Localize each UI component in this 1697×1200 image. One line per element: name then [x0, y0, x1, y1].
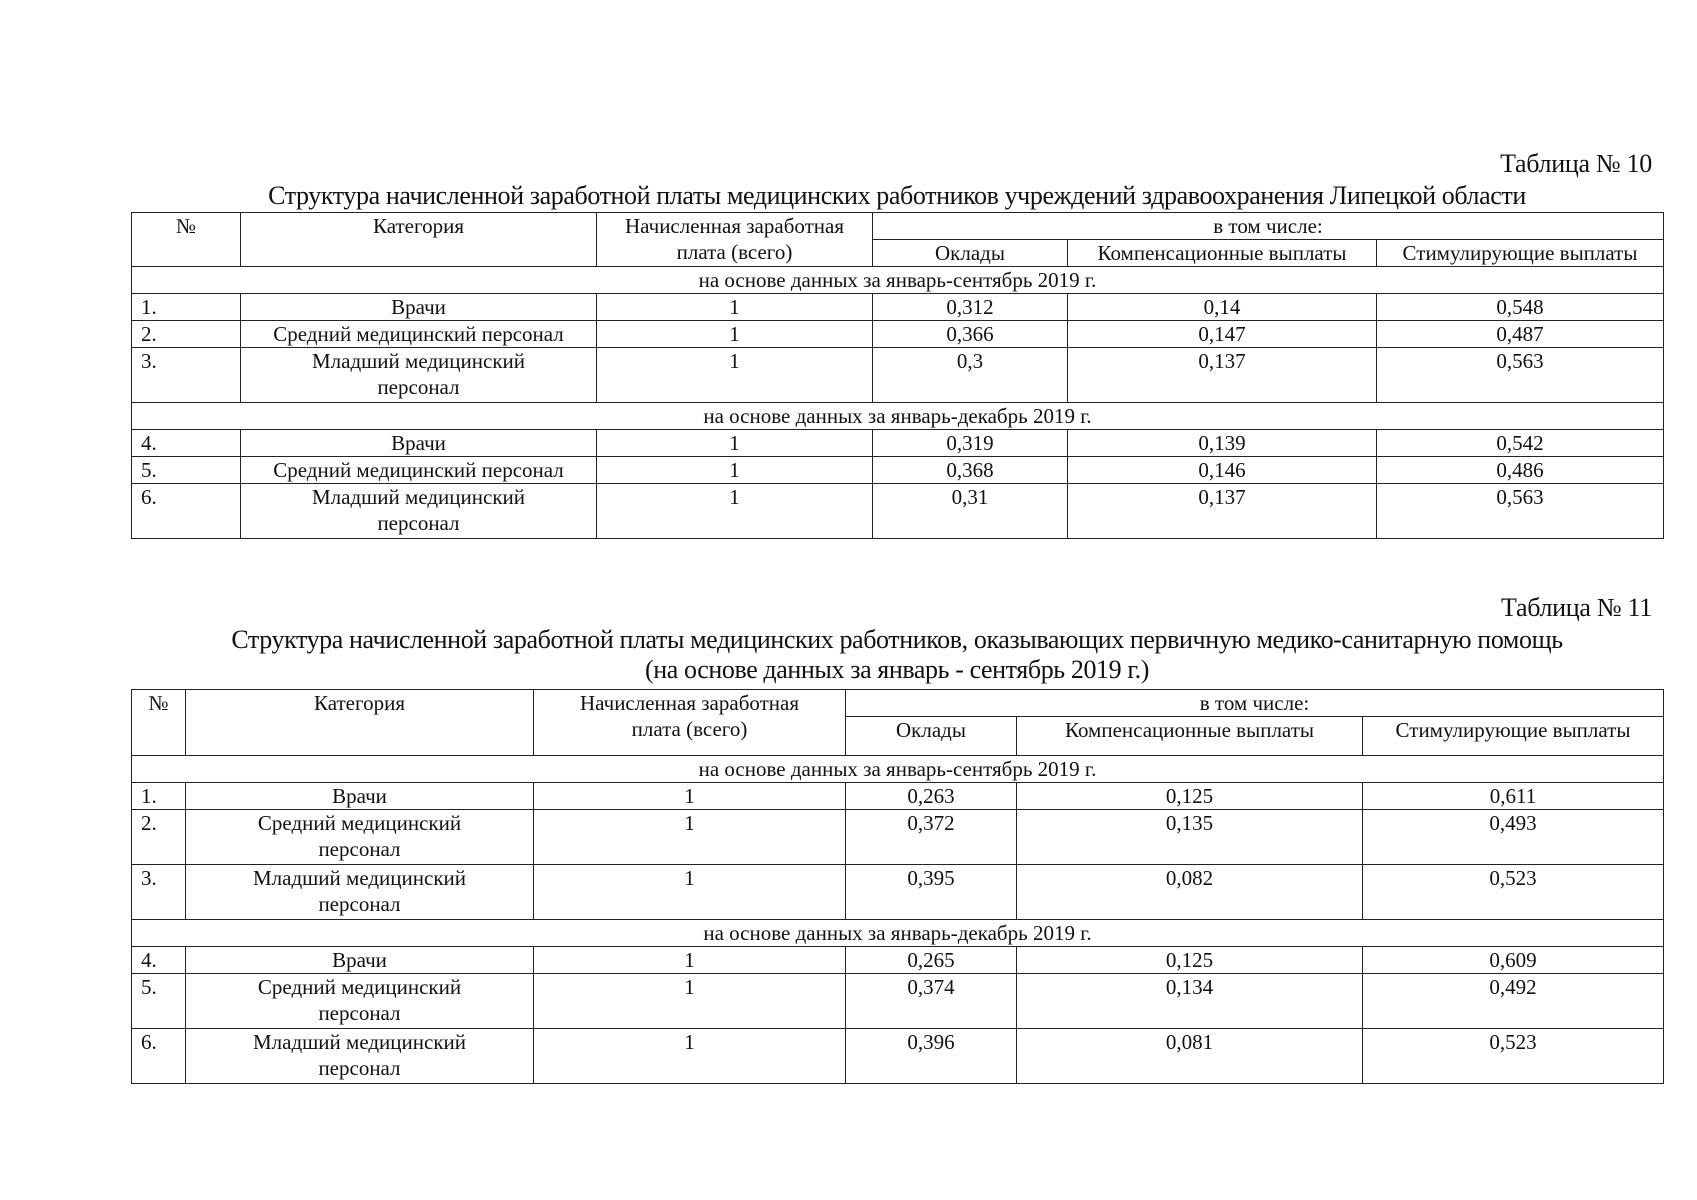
row-category-line: Младший медицинский	[311, 349, 526, 373]
row-no: 5.	[132, 974, 186, 1029]
table-row	[132, 1029, 1664, 1084]
row-category-line: персонал	[318, 892, 401, 916]
row-salaries: 0,374	[846, 974, 1017, 1029]
row-category	[241, 348, 597, 403]
row-category	[241, 484, 597, 539]
table-row	[132, 348, 1664, 403]
row-compensation: 0,14	[1068, 294, 1377, 321]
header-total-line: Начисленная заработная	[579, 691, 799, 715]
row-category-line: Средний медицинский	[257, 811, 462, 835]
row-incentive: 0,542	[1377, 430, 1664, 457]
row-incentive: 0,523	[1363, 865, 1664, 920]
table-10-title: Структура начисленной заработной платы медицинских работников учреждений здравоохранения Липецкой области	[268, 181, 1526, 210]
row-salaries: 0,31	[873, 484, 1068, 539]
row-category-line: персонал	[318, 1001, 401, 1025]
row-total: 1	[534, 810, 846, 865]
row-total: 1	[597, 321, 873, 348]
row-salaries: 0,312	[873, 294, 1068, 321]
section-period: на основе данных за январь-сентябрь 2019 г.	[132, 756, 1664, 783]
row-incentive: 0,486	[1377, 457, 1664, 484]
row-incentive: 0,493	[1363, 810, 1664, 865]
header-compensation: Компенсационные выплаты	[1017, 717, 1363, 756]
row-incentive: 0,609	[1363, 947, 1664, 974]
section-period: на основе данных за январь-декабрь 2019 г.	[132, 920, 1664, 947]
row-total: 1	[597, 348, 873, 403]
row-compensation: 0,125	[1017, 947, 1363, 974]
row-incentive: 0,611	[1363, 783, 1664, 810]
row-total: 1	[534, 783, 846, 810]
row-no: 5.	[132, 457, 241, 484]
table-11	[131, 689, 1664, 1084]
header-category: Категория	[186, 690, 534, 756]
header-category: Категория	[241, 213, 597, 267]
row-category-line: Младший медицинский	[311, 485, 526, 509]
row-incentive: 0,492	[1363, 974, 1664, 1029]
row-compensation: 0,146	[1068, 457, 1377, 484]
row-total: 1	[534, 865, 846, 920]
row-compensation: 0,139	[1068, 430, 1377, 457]
row-compensation: 0,081	[1017, 1029, 1363, 1084]
row-compensation: 0,135	[1017, 810, 1363, 865]
row-category-line: Младший медицинский	[252, 1030, 467, 1054]
header-salaries: Оклады	[873, 240, 1068, 267]
table-row	[132, 783, 1664, 810]
row-compensation: 0,134	[1017, 974, 1363, 1029]
row-category-line: персонал	[318, 837, 401, 861]
header-salaries: Оклады	[846, 717, 1017, 756]
table-row	[132, 810, 1664, 865]
row-category-line: Младший медицинский	[252, 866, 467, 890]
row-no: 6.	[132, 484, 241, 539]
row-incentive: 0,563	[1377, 348, 1664, 403]
table-row	[132, 321, 1664, 348]
row-no: 1.	[132, 783, 186, 810]
row-category	[186, 1029, 534, 1084]
table-row	[132, 294, 1664, 321]
header-no: №	[132, 690, 186, 756]
table-row	[132, 484, 1664, 539]
header-total	[597, 213, 873, 267]
row-category: Врачи	[241, 294, 597, 321]
row-total: 1	[534, 947, 846, 974]
header-total-line: плата (всего)	[631, 717, 748, 741]
row-no: 1.	[132, 294, 241, 321]
row-no: 6.	[132, 1029, 186, 1084]
row-category-line: персонал	[377, 375, 460, 399]
row-no: 3.	[132, 865, 186, 920]
header-total	[534, 690, 846, 756]
table-11-title-line: Структура начисленной заработной платы медицинских работников, оказывающих первичную медико-санитарную помощь	[231, 625, 1563, 654]
row-category	[186, 974, 534, 1029]
row-salaries: 0,319	[873, 430, 1068, 457]
row-category: Средний медицинский персонал	[241, 321, 597, 348]
row-salaries: 0,3	[873, 348, 1068, 403]
table-11-title	[131, 625, 1663, 685]
header-including: в том числе:	[846, 690, 1664, 717]
row-incentive: 0,563	[1377, 484, 1664, 539]
row-category: Врачи	[241, 430, 597, 457]
row-salaries: 0,366	[873, 321, 1068, 348]
row-no: 4.	[132, 947, 186, 974]
row-category: Врачи	[186, 947, 534, 974]
row-compensation: 0,082	[1017, 865, 1363, 920]
row-salaries: 0,263	[846, 783, 1017, 810]
row-incentive: 0,487	[1377, 321, 1664, 348]
row-salaries: 0,265	[846, 947, 1017, 974]
row-no: 4.	[132, 430, 241, 457]
table-row	[132, 974, 1664, 1029]
table-10	[131, 212, 1664, 539]
row-salaries: 0,372	[846, 810, 1017, 865]
header-total-line: плата (всего)	[676, 240, 793, 264]
table-row	[132, 457, 1664, 484]
row-total: 1	[534, 1029, 846, 1084]
row-category-line: персонал	[318, 1056, 401, 1080]
row-salaries: 0,396	[846, 1029, 1017, 1084]
row-category-line: персонал	[377, 511, 460, 535]
table-row	[132, 947, 1664, 974]
row-category-line: Средний медицинский	[257, 975, 462, 999]
section-period: на основе данных за январь-сентябрь 2019 г.	[132, 267, 1664, 294]
header-compensation: Компенсационные выплаты	[1068, 240, 1377, 267]
row-compensation: 0,125	[1017, 783, 1363, 810]
header-no: №	[132, 213, 241, 267]
row-salaries: 0,395	[846, 865, 1017, 920]
table-11-title-line: (на основе данных за январь - сентябрь 2019 г.)	[644, 655, 1150, 684]
header-total-line: Начисленная заработная	[624, 214, 844, 238]
table-row	[132, 865, 1664, 920]
row-incentive: 0,548	[1377, 294, 1664, 321]
row-no: 2.	[132, 810, 186, 865]
header-incentive: Стимулирующие выплаты	[1377, 240, 1664, 267]
row-salaries: 0,368	[873, 457, 1068, 484]
row-no: 3.	[132, 348, 241, 403]
row-category	[186, 810, 534, 865]
row-category: Средний медицинский персонал	[241, 457, 597, 484]
row-compensation: 0,137	[1068, 348, 1377, 403]
row-category	[186, 865, 534, 920]
header-incentive: Стимулирующие выплаты	[1363, 717, 1664, 756]
row-total: 1	[534, 974, 846, 1029]
table-row	[132, 430, 1664, 457]
header-including: в том числе:	[873, 213, 1664, 240]
row-total: 1	[597, 484, 873, 539]
row-compensation: 0,147	[1068, 321, 1377, 348]
row-category: Врачи	[186, 783, 534, 810]
table-11-number: Таблица № 11	[1501, 593, 1652, 622]
row-total: 1	[597, 430, 873, 457]
row-total: 1	[597, 457, 873, 484]
section-period: на основе данных за январь-декабрь 2019 г.	[132, 403, 1664, 430]
row-total: 1	[597, 294, 873, 321]
row-compensation: 0,137	[1068, 484, 1377, 539]
row-incentive: 0,523	[1363, 1029, 1664, 1084]
row-no: 2.	[132, 321, 241, 348]
table-10-number: Таблица № 10	[1500, 149, 1652, 178]
